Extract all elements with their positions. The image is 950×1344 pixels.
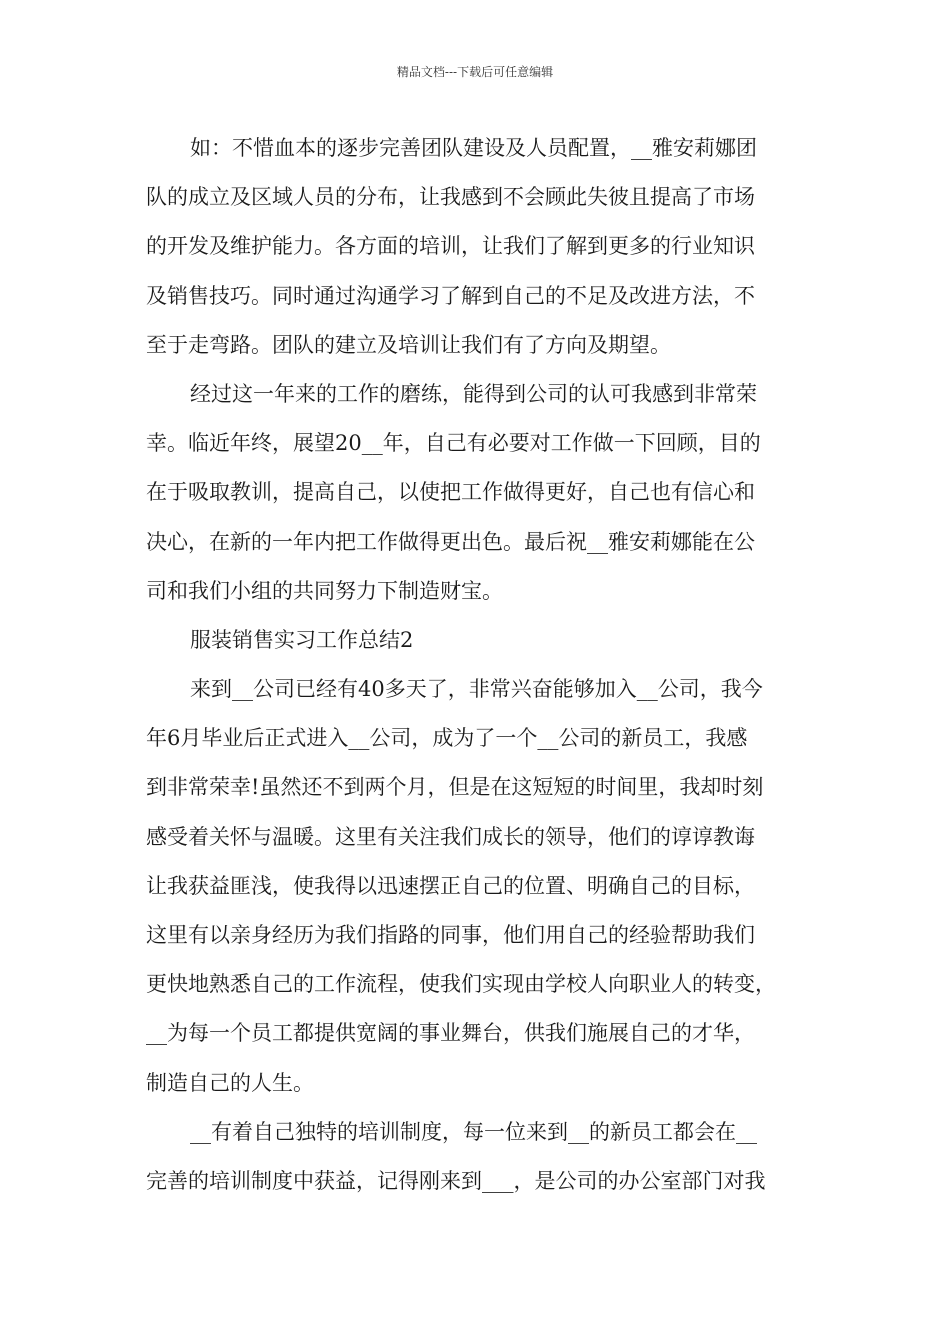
- paragraph-2: [146, 370, 814, 616]
- paragraph-1: [146, 124, 814, 370]
- text-line: 制造自己的人生。: [146, 1070, 314, 1095]
- text-line: 这里有以亲身经历为我们指路的同事，他们用自己的经验帮助我们: [146, 923, 755, 947]
- text-line: 感受着关怀与温暖。这里有关注我们成长的领导，他们的谆谆教诲: [146, 824, 755, 849]
- section-heading: [146, 616, 814, 665]
- text-line: 让我获益匪浅，使我得以迅速摆正自己的位置、明确自己的目标，: [146, 873, 755, 898]
- text-line: 完善的培训制度中获益，记得刚来到___，是公司的办公室部门对我: [146, 1168, 766, 1193]
- document-body: [146, 124, 814, 1206]
- text-line: 更快地熟悉自己的工作流程，使我们实现由学校人向职业人的转变，: [146, 972, 776, 997]
- text-line: 年6月毕业后正式进入__公司，成为了一个__公司的新员工，我感: [146, 726, 748, 751]
- text-line: __为每一个员工都提供宽阔的事业舞台，供我们施展自己的才华，: [146, 1021, 755, 1046]
- text-line: 队的成立及区域人员的分布，让我感到不会顾此失彼且提高了市场: [146, 185, 755, 210]
- paragraph-4: [146, 1108, 814, 1206]
- text-line: 司和我们小组的共同努力下制造财宝。: [146, 578, 503, 603]
- page-header: 精品文档---下载后可任意编辑: [396, 65, 554, 79]
- text-line: 经过这一年来的工作的磨练，能得到公司的认可我感到非常荣: [190, 381, 757, 406]
- text-line: 到非常荣幸!虽然还不到两个月，但是在这短短的时间里，我却时刻: [146, 775, 764, 800]
- text-line: 在于吸取教训，提高自己，以使把工作做得更好，自己也有信心和: [146, 480, 755, 505]
- text-line: 至于走弯路。团队的建立及培训让我们有了方向及期望。: [146, 332, 671, 357]
- text-line: 的开发及维护能力。各方面的培训，让我们了解到更多的行业知识: [146, 234, 755, 259]
- text-line: 决心，在新的一年内把工作做得更出色。最后祝__雅安莉娜能在公: [146, 529, 755, 554]
- text-line: 如：不惜血本的逐步完善团队建设及人员配置，__雅安莉娜团: [190, 136, 757, 160]
- text-line: 来到__公司已经有40多天了，非常兴奋能够加入__公司，我今: [190, 677, 763, 702]
- paragraph-3: [146, 665, 814, 1108]
- text-line: 及销售技巧。同时通过沟通学习了解到自己的不足及改进方法，不: [146, 283, 755, 308]
- text-line: __有着自己独特的培训制度，每一位来到__的新员工都会在__: [190, 1119, 757, 1144]
- section-title: 服装销售实习工作总结2: [190, 627, 414, 652]
- text-line: 幸。临近年终，展望20__年，自己有必要对工作做一下回顾，目的: [146, 431, 761, 456]
